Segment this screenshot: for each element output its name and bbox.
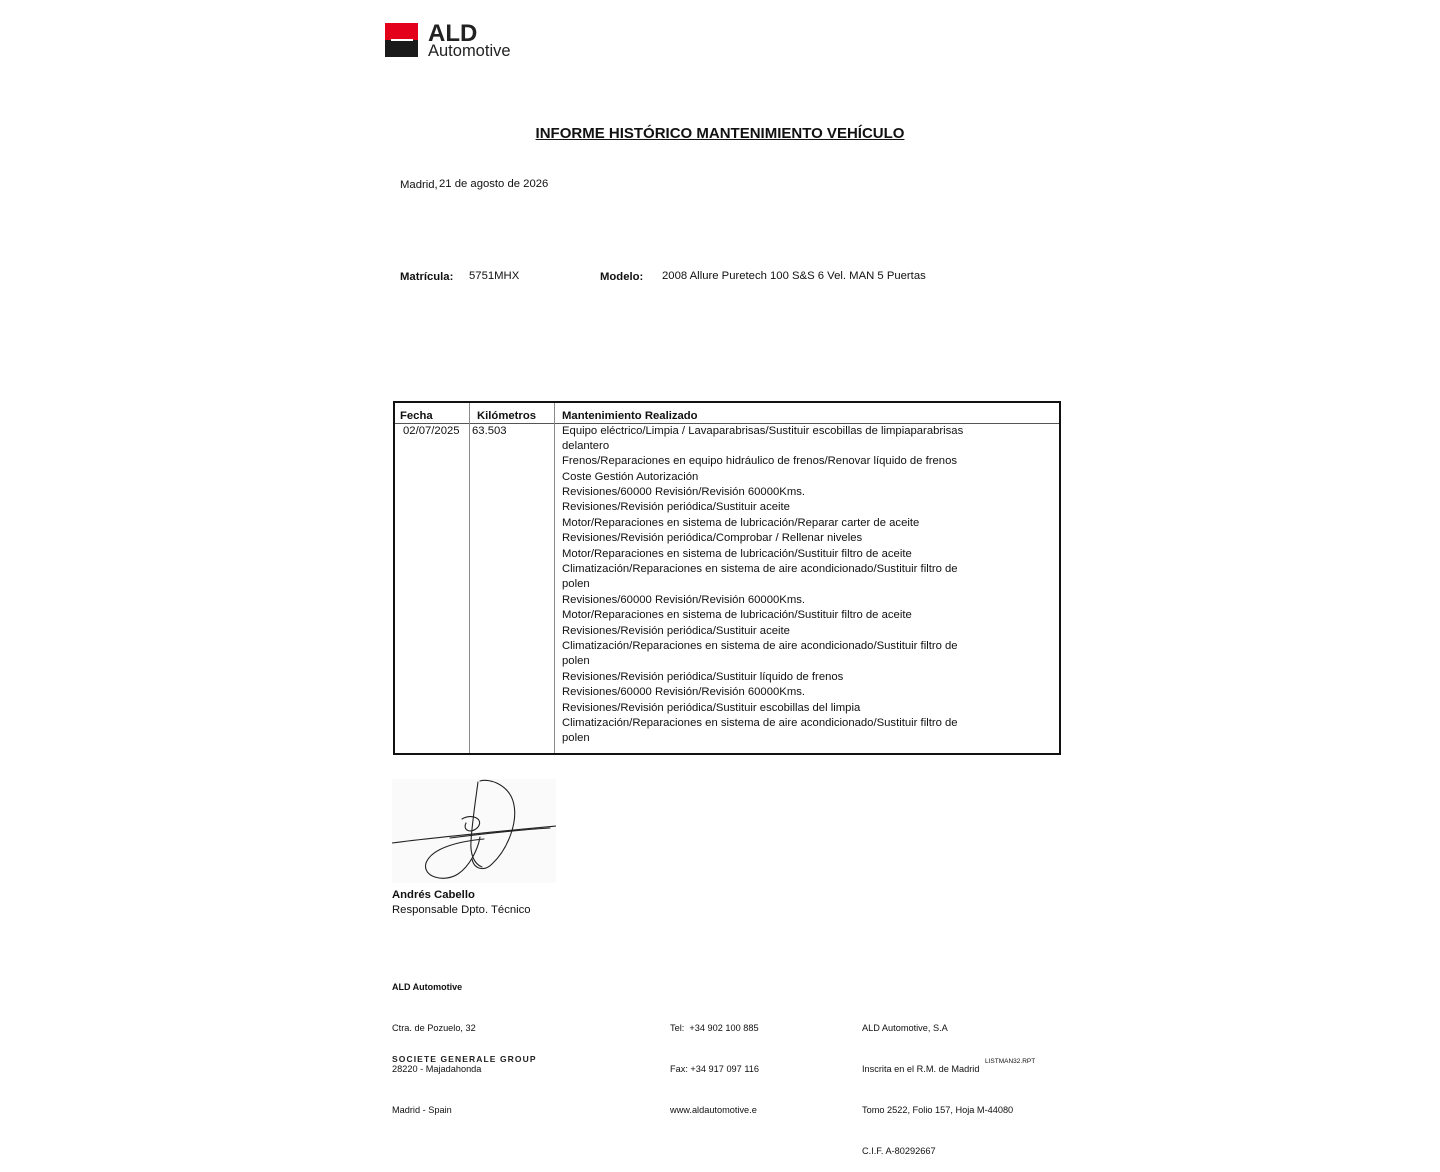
company-logo: [385, 23, 418, 57]
logo-square-icon: [385, 23, 418, 57]
maintenance-line: Climatización/Reparaciones en sistema de aire acondicionado/Sustituir filtro de: [562, 563, 958, 576]
maintenance-line: Motor/Reparaciones en sistema de lubricación/Sustituir filtro de aceite: [562, 547, 912, 560]
report-date: 21 de agosto de 2026: [439, 178, 549, 191]
footer-legal-line: Inscrita en el R.M. de Madrid: [862, 1064, 980, 1075]
report-place: Madrid,: [400, 179, 438, 192]
maintenance-line: Revisiones/60000 Revisión/Revisión 60000Kms.: [562, 486, 806, 499]
maintenance-line: Equipo eléctrico/Limpia / Lavaparabrisas/Sustituir escobillas de limpiaparabrisas: [562, 424, 964, 437]
maintenance-line: Revisiones/Revisión periódica/Sustituir aceite: [562, 501, 790, 514]
footer-group: SOCIETE GENERALE GROUP: [392, 1054, 537, 1064]
footer-legal-line: ALD Automotive, S.A: [862, 1023, 948, 1034]
logo-name: ALD: [428, 20, 478, 47]
row-maintenance-list: [562, 424, 963, 747]
footer-company: ALD Automotive: [392, 981, 463, 992]
footer-fax: Fax: +34 917 097 116: [670, 1064, 759, 1075]
logo-subtitle: Automotive: [428, 42, 511, 60]
header-maintenance: Mantenimiento Realizado: [562, 410, 698, 423]
footer-legal-line: Tomo 2522, Folio 157, Hoja M-44080: [862, 1104, 1014, 1115]
footer-legal-line: C.I.F. A-80292667: [862, 1145, 936, 1156]
report-title: INFORME HISTÓRICO MANTENIMIENTO VEHÍCULO: [535, 125, 905, 142]
signature-image: [392, 779, 556, 883]
model-value: 2008 Allure Puretech 100 S&S 6 Vel. MAN 5 Puertas: [662, 270, 926, 283]
maintenance-line: Motor/Reparaciones en sistema de lubricación/Reparar carter de aceite: [562, 516, 920, 529]
header-date: Fecha: [400, 410, 433, 423]
logo-red-half: [385, 23, 418, 40]
maintenance-line: Coste Gestión Autorización: [562, 470, 699, 483]
maintenance-line: Motor/Reparaciones en sistema de lubricación/Sustituir filtro de aceite: [562, 609, 912, 622]
footer-contact: [670, 995, 759, 1131]
maintenance-line: delantero: [562, 439, 610, 452]
maintenance-line: Revisiones/Revisión periódica/Sustituir escobillas del limpia: [562, 701, 861, 714]
header-kilometers: Kilómetros: [477, 410, 537, 423]
maintenance-line: polen: [562, 732, 590, 745]
maintenance-line: Revisiones/60000 Revisión/Revisión 60000Kms.: [562, 593, 806, 606]
footer-address-line: Madrid - Spain: [392, 1104, 452, 1115]
logo-white-bar: [391, 39, 413, 41]
report-code: LISTMAN32.RPT: [985, 1058, 1036, 1065]
signature-icon: [392, 779, 556, 883]
model-label: Modelo:: [600, 271, 644, 284]
row-kilometers: 63.503: [472, 424, 507, 437]
maintenance-line: polen: [562, 655, 590, 668]
footer-legal: [862, 995, 1013, 1172]
maintenance-line: Revisiones/60000 Revisión/Revisión 60000Kms.: [562, 686, 806, 699]
logo-black-half: [385, 40, 418, 57]
maintenance-line: Revisiones/Revisión periódica/Sustituir líquido de frenos: [562, 670, 844, 683]
maintenance-line: Frenos/Reparaciones en equipo hidráulico de frenos/Renovar líquido de frenos: [562, 455, 958, 468]
footer-phone: Tel: +34 902 100 885: [670, 1023, 759, 1034]
plate-label: Matrícula:: [400, 271, 454, 284]
maintenance-line: polen: [562, 578, 590, 591]
table-column-divider: [469, 403, 470, 753]
maintenance-line: Revisiones/Revisión periódica/Comprobar / Rellenar niveles: [562, 532, 863, 545]
maintenance-line: Climatización/Reparaciones en sistema de aire acondicionado/Sustituir filtro de: [562, 716, 958, 729]
footer-website: www.aldautomotive.e: [670, 1104, 757, 1115]
plate-value: 5751MHX: [469, 270, 520, 283]
maintenance-line: Revisiones/Revisión periódica/Sustituir aceite: [562, 624, 790, 637]
table-column-divider: [554, 403, 555, 753]
signatory-role: Responsable Dpto. Técnico: [392, 904, 531, 917]
footer-address-line: Ctra. de Pozuelo, 32: [392, 1023, 476, 1034]
signatory-name: Andrés Cabello: [392, 889, 475, 902]
row-date: 02/07/2025: [403, 424, 460, 437]
maintenance-line: Climatización/Reparaciones en sistema de aire acondicionado/Sustituir filtro de: [562, 639, 958, 652]
footer-address-line: 28220 - Majadahonda: [392, 1064, 482, 1075]
